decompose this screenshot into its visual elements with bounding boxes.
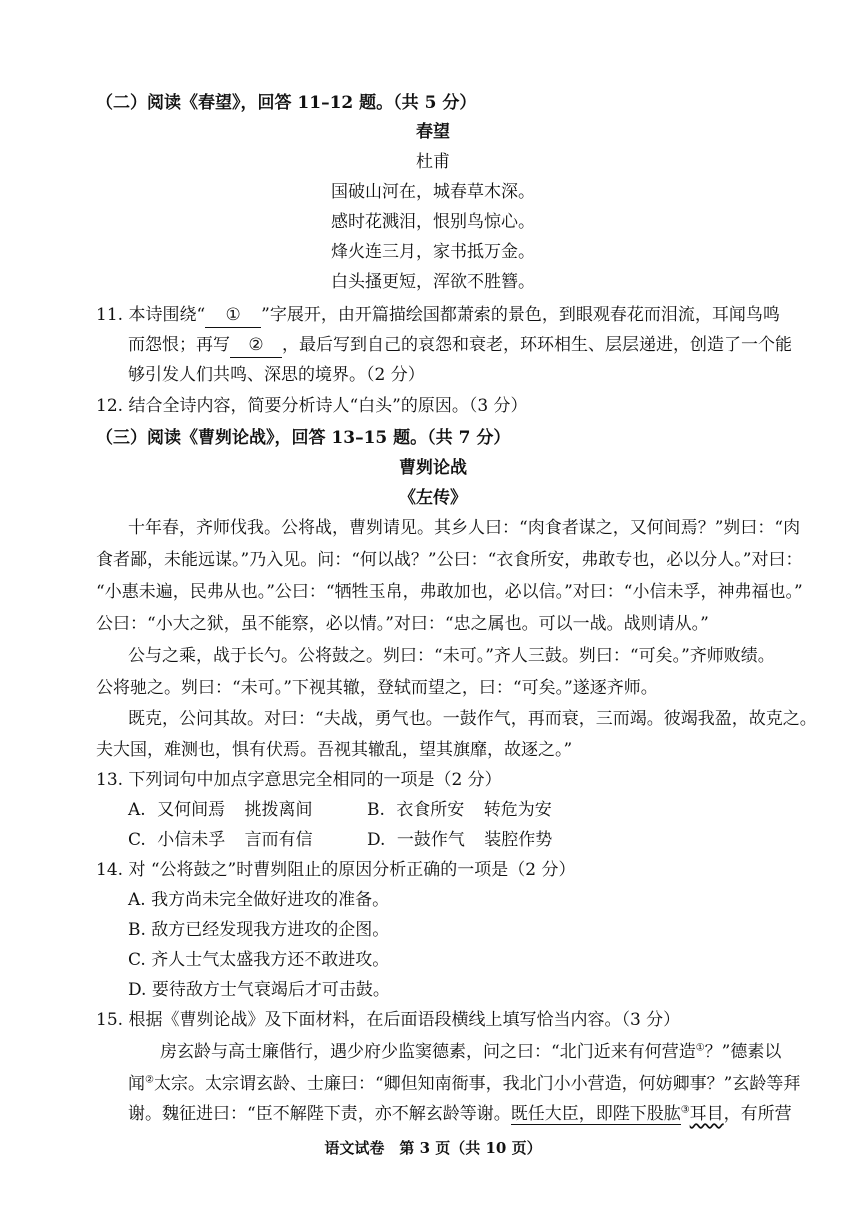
question-11-line-1	[96, 303, 780, 328]
option-word-2: 转危为安	[483, 800, 552, 820]
passage-p1-line-1: 十年春，齐师伐我。公将战，曹刿请见。其乡人曰：“肉食者谋之，又何间焉？”刿曰：“肉	[128, 518, 801, 538]
option-label: C.	[128, 830, 146, 850]
material-line-1	[160, 1040, 781, 1064]
poem-line-4: 白头搔更短，浑欲不胜簪。	[331, 272, 535, 292]
option-word-2: 挑拨离间	[244, 800, 313, 820]
material-text: 房玄龄与高士廉偕行，遇少府少监窦德素，问之曰：“北门近来有何营造	[160, 1042, 696, 1062]
wavy-underlined-text: 耳目	[689, 1104, 724, 1124]
question-14-stem: 14. 对 “公将鼓之”时曹刿阻止的原因分析正确的一项是（2 分）	[96, 860, 576, 880]
material-line-3	[128, 1102, 792, 1126]
q13-option-d	[367, 828, 552, 852]
passage-p2-line-2: 公将驰之。刿曰：“未可。”下视其辙，登轼而望之，曰：“可矣。”遂逐齐师。	[96, 678, 658, 698]
passage-p3-line-2: 夫大国，难测也，惧有伏焉。吾视其辙乱，望其旗靡，故逐之。”	[96, 740, 573, 760]
underlined-text: 既任大臣，即陛下股肱	[510, 1104, 681, 1124]
question-13-stem: 13. 下列词句中加点字意思完全相同的一项是（2 分）	[96, 770, 502, 790]
page-footer: 语文试卷 第 3 页（共 10 页）	[324, 1139, 542, 1157]
option-word-1: 又何间焉	[157, 800, 226, 820]
q11-text-3: 而怨恨；再写	[128, 335, 230, 355]
footnote-marker: ①	[695, 1042, 705, 1054]
material-text: ？”德素以	[704, 1042, 782, 1062]
option-word-1: 衣食所安	[396, 800, 465, 820]
option-word-1: 小信未孚	[157, 830, 226, 850]
material-text: 太宗。太宗谓玄龄、士廉曰：“卿但知南衙事，我北门小小营造，何妨卿事？”玄龄等拜	[153, 1074, 801, 1094]
passage-title: 曹刿论战	[399, 458, 467, 478]
poem-line-2: 感时花溅泪，恨别鸟惊心。	[331, 212, 535, 232]
option-label: B.	[367, 800, 385, 820]
q14-option-c: C. 齐人士气太盛我方还不敢进攻。	[128, 950, 390, 970]
q11-text-1: 11. 本诗围绕“	[96, 305, 206, 325]
passage-p1-line-3: “小惠未遍，民弗从也。”公曰：“牺牲玉帛，弗敢加也，必以信。”对曰：“小信未孚，神弗福也。”	[96, 582, 803, 602]
question-12: 12. 结合全诗内容，简要分析诗人“白头”的原因。（3 分）	[96, 396, 528, 416]
section-2-header: （二）阅读《春望》，回答 11–12 题。（共 5 分）	[96, 93, 477, 113]
poem-line-1: 国破山河在，城春草木深。	[331, 182, 535, 202]
option-word-2: 装腔作势	[484, 830, 553, 850]
material-text: 闻	[128, 1074, 145, 1094]
q11-blank-1: ①	[205, 303, 261, 328]
poem-title: 春望	[416, 122, 450, 142]
material-line-2	[128, 1072, 800, 1096]
passage-source: 《左传》	[399, 488, 467, 508]
footnote-marker: ③	[680, 1104, 690, 1116]
q11-text-2: ”字展开，由开篇描绘国都萧索的景色，到眼观春花而泪流，耳闻鸟鸣	[261, 305, 780, 325]
q14-option-a: A. 我方尚未完全做好进攻的准备。	[128, 890, 390, 910]
q11-text-4: ，最后写到自己的哀怨和衰老，环环相生、层层递进，创造了一个能	[282, 335, 792, 355]
q14-option-d: D. 要待敌方士气衰竭后才可击鼓。	[128, 980, 390, 1000]
footnote-marker: ②	[145, 1074, 154, 1086]
option-word-2: 言而有信	[244, 830, 313, 850]
question-11-line-3: 够引发人们共鸣、深思的境界。（2 分）	[128, 365, 425, 385]
passage-p1-line-4: 公曰：“小大之狱，虽不能察，必以情。”对曰：“忠之属也。可以一战。战则请从。”	[96, 614, 709, 634]
passage-p1-line-2: 食者鄙，未能远谋。”乃入见。问：“何以战？”公曰：“衣食所安，弗敢专也，必以分人。”对曰：	[96, 550, 803, 570]
q13-option-c	[128, 828, 313, 852]
option-label: D.	[367, 830, 386, 850]
poem-author: 杜甫	[416, 152, 450, 172]
q11-blank-2: ②	[230, 333, 282, 358]
option-word-1: 一鼓作气	[396, 830, 465, 850]
passage-p2-line-1: 公与之乘，战于长勺。公将鼓之。刿曰：“未可。”齐人三鼓。刿曰：“可矣。”齐师败绩。	[128, 646, 775, 666]
material-text: 谢。魏征进曰：“臣不解陛下责，亦不解玄龄等谢。	[128, 1104, 511, 1124]
section-3-header: （三）阅读《曹刿论战》，回答 13–15 题。（共 7 分）	[96, 428, 511, 448]
passage-p3-line-1: 既克，公问其故。对曰：“夫战，勇气也。一鼓作气，再而衰，三而竭。彼竭我盈，故克之。	[128, 709, 817, 729]
q13-option-a	[128, 798, 313, 822]
option-label: A.	[128, 800, 146, 820]
question-15-stem: 15. 根据《曹刿论战》及下面材料，在后面语段横线上填写恰当内容。（3 分）	[96, 1010, 681, 1030]
q14-option-b: B. 敌方已经发现我方进攻的企图。	[128, 920, 390, 940]
material-text: ，有所营	[723, 1104, 792, 1124]
question-11-line-2	[128, 333, 792, 358]
q13-option-b	[367, 798, 552, 822]
poem-line-3: 烽火连三月，家书抵万金。	[331, 242, 535, 262]
